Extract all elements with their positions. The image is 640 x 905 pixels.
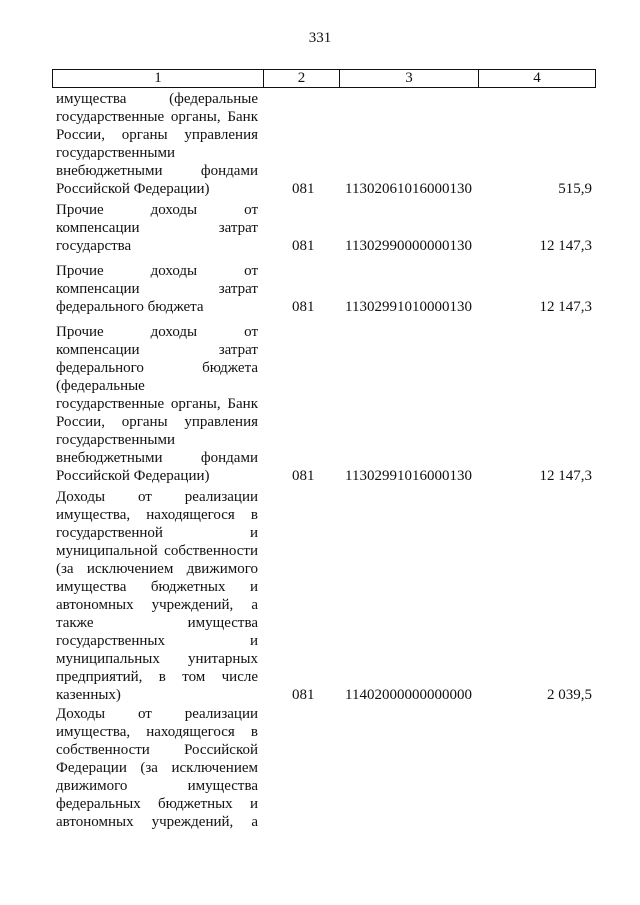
table-row [56,488,592,704]
table-row [56,705,592,831]
column-header-4: 4 [533,70,541,86]
table-row [56,201,592,255]
amount: 12 147,3 [539,468,592,484]
table-row [56,262,592,316]
admin-code: 081 [292,181,315,197]
budget-classification-code: 11302991010000130 [345,299,472,315]
amount: 12 147,3 [539,238,592,254]
row-description: имущества (федеральные государственные органы, Банк России, органы управления государственными внебюджетными фондами Российской Федерации) [56,91,258,197]
budget-classification-code: 11302991016000130 [345,468,472,484]
admin-code: 081 [292,299,315,315]
table-row [56,323,592,485]
row-description: Прочие доходы от компенсации затрат федерального бюджета [56,263,258,315]
row-description: Прочие доходы от компенсации затрат государства [56,202,258,254]
budget-classification-code: 11302990000000130 [345,238,472,254]
table-row [56,90,592,198]
row-description: Доходы от реализации имущества, находящегося в государственной и муниципальной собственности (за исключением движимого имущества бюджетных и автономных учреждений, а также имущества государственных и муниципальных унитарных предприятий, в том числе казенных) [56,489,258,703]
column-header-1: 1 [53,70,264,87]
amount: 2 039,5 [547,687,592,703]
page-number: 331 [308,30,332,46]
admin-code: 081 [292,468,315,484]
budget-classification-code: 11302061016000130 [345,181,472,197]
table-header [52,69,596,88]
column-header-2: 2 [264,70,340,87]
row-description: Прочие доходы от компенсации затрат федерального бюджета (федеральные государственные органы, Банк России, органы управления государственными внебюджетными фондами Российской Федерации) [56,324,258,484]
amount: 515,9 [558,181,592,197]
column-header-3: 3 [340,70,479,87]
row-description: Доходы от реализации имущества, находящегося в собственности Российской Федерации (за исключением движимого имущества федеральных бюджетных и автономных учреждений, а [56,706,258,830]
admin-code: 081 [292,238,315,254]
budget-classification-code: 11402000000000000 [345,687,472,703]
amount: 12 147,3 [539,299,592,315]
admin-code: 081 [292,687,315,703]
